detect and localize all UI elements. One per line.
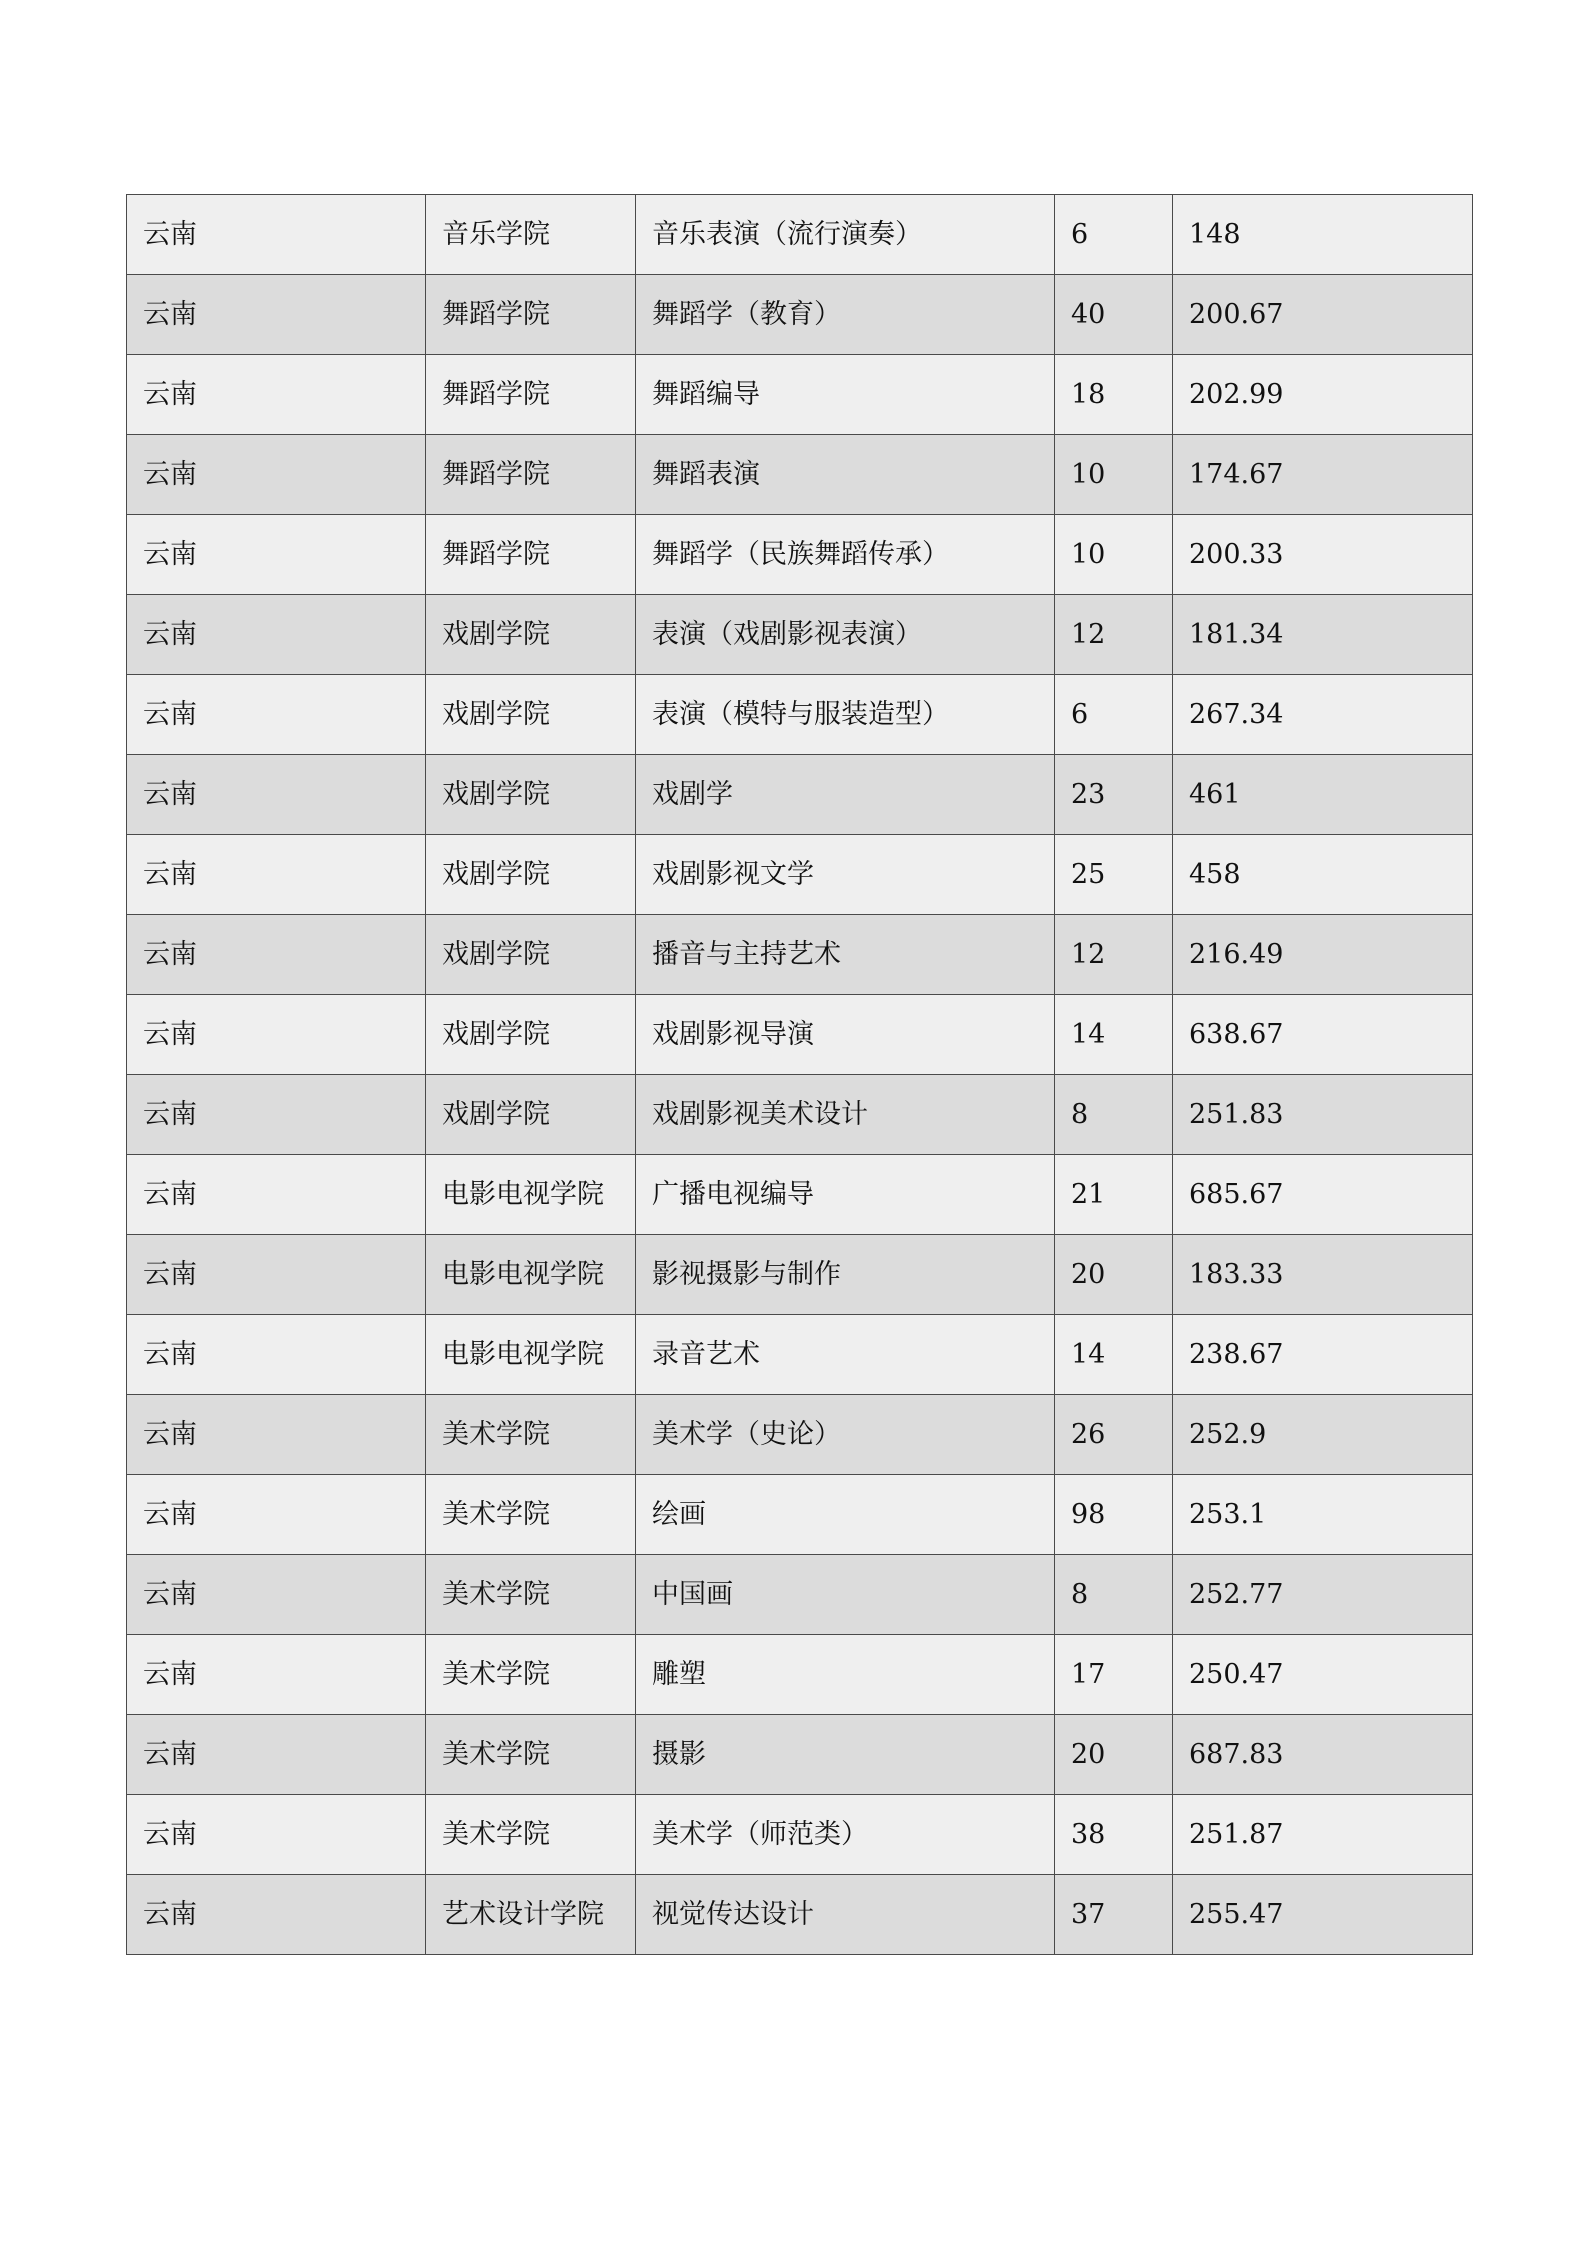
college-cell: 舞蹈学院 bbox=[426, 355, 636, 435]
major-cell: 舞蹈学（教育） bbox=[636, 275, 1055, 355]
count-cell: 20 bbox=[1055, 1715, 1173, 1795]
count-cell: 40 bbox=[1055, 275, 1173, 355]
major-cell: 播音与主持艺术 bbox=[636, 915, 1055, 995]
major-cell: 影视摄影与制作 bbox=[636, 1235, 1055, 1315]
table-row bbox=[127, 1875, 1473, 1955]
count-cell: 10 bbox=[1055, 515, 1173, 595]
province-cell: 云南 bbox=[127, 1075, 426, 1155]
table-row bbox=[127, 835, 1473, 915]
province-cell: 云南 bbox=[127, 195, 426, 275]
admission-score-table bbox=[126, 194, 1473, 1955]
table-row bbox=[127, 915, 1473, 995]
college-cell: 电影电视学院 bbox=[426, 1315, 636, 1395]
table-row bbox=[127, 1075, 1473, 1155]
score-cell: 252.9 bbox=[1173, 1395, 1473, 1475]
count-cell: 6 bbox=[1055, 195, 1173, 275]
college-cell: 戏剧学院 bbox=[426, 915, 636, 995]
college-cell: 舞蹈学院 bbox=[426, 275, 636, 355]
major-cell: 舞蹈表演 bbox=[636, 435, 1055, 515]
table-row bbox=[127, 995, 1473, 1075]
major-cell: 表演（戏剧影视表演） bbox=[636, 595, 1055, 675]
college-cell: 电影电视学院 bbox=[426, 1235, 636, 1315]
count-cell: 21 bbox=[1055, 1155, 1173, 1235]
count-cell: 12 bbox=[1055, 915, 1173, 995]
table-row bbox=[127, 275, 1473, 355]
college-cell: 戏剧学院 bbox=[426, 755, 636, 835]
score-cell: 267.34 bbox=[1173, 675, 1473, 755]
score-cell: 148 bbox=[1173, 195, 1473, 275]
college-cell: 艺术设计学院 bbox=[426, 1875, 636, 1955]
major-cell: 舞蹈学（民族舞蹈传承） bbox=[636, 515, 1055, 595]
count-cell: 14 bbox=[1055, 995, 1173, 1075]
college-cell: 电影电视学院 bbox=[426, 1155, 636, 1235]
college-cell: 美术学院 bbox=[426, 1715, 636, 1795]
table-row bbox=[127, 1155, 1473, 1235]
score-cell: 638.67 bbox=[1173, 995, 1473, 1075]
province-cell: 云南 bbox=[127, 355, 426, 435]
count-cell: 17 bbox=[1055, 1635, 1173, 1715]
major-cell: 中国画 bbox=[636, 1555, 1055, 1635]
count-cell: 6 bbox=[1055, 675, 1173, 755]
table-row bbox=[127, 595, 1473, 675]
score-cell: 216.49 bbox=[1173, 915, 1473, 995]
score-cell: 200.33 bbox=[1173, 515, 1473, 595]
table-row bbox=[127, 515, 1473, 595]
province-cell: 云南 bbox=[127, 1395, 426, 1475]
score-cell: 687.83 bbox=[1173, 1715, 1473, 1795]
province-cell: 云南 bbox=[127, 1715, 426, 1795]
college-cell: 戏剧学院 bbox=[426, 595, 636, 675]
college-cell: 美术学院 bbox=[426, 1795, 636, 1875]
major-cell: 舞蹈编导 bbox=[636, 355, 1055, 435]
count-cell: 10 bbox=[1055, 435, 1173, 515]
major-cell: 录音艺术 bbox=[636, 1315, 1055, 1395]
province-cell: 云南 bbox=[127, 1795, 426, 1875]
count-cell: 12 bbox=[1055, 595, 1173, 675]
major-cell: 戏剧影视文学 bbox=[636, 835, 1055, 915]
province-cell: 云南 bbox=[127, 1555, 426, 1635]
province-cell: 云南 bbox=[127, 675, 426, 755]
table-row bbox=[127, 675, 1473, 755]
province-cell: 云南 bbox=[127, 915, 426, 995]
table-row bbox=[127, 1715, 1473, 1795]
college-cell: 音乐学院 bbox=[426, 195, 636, 275]
score-cell: 250.47 bbox=[1173, 1635, 1473, 1715]
major-cell: 美术学（师范类） bbox=[636, 1795, 1055, 1875]
province-cell: 云南 bbox=[127, 835, 426, 915]
score-cell: 458 bbox=[1173, 835, 1473, 915]
college-cell: 戏剧学院 bbox=[426, 995, 636, 1075]
province-cell: 云南 bbox=[127, 1875, 426, 1955]
score-cell: 461 bbox=[1173, 755, 1473, 835]
count-cell: 26 bbox=[1055, 1395, 1173, 1475]
count-cell: 14 bbox=[1055, 1315, 1173, 1395]
count-cell: 23 bbox=[1055, 755, 1173, 835]
score-cell: 251.83 bbox=[1173, 1075, 1473, 1155]
count-cell: 18 bbox=[1055, 355, 1173, 435]
table-row bbox=[127, 1235, 1473, 1315]
major-cell: 视觉传达设计 bbox=[636, 1875, 1055, 1955]
score-cell: 238.67 bbox=[1173, 1315, 1473, 1395]
province-cell: 云南 bbox=[127, 995, 426, 1075]
major-cell: 戏剧影视美术设计 bbox=[636, 1075, 1055, 1155]
major-cell: 戏剧学 bbox=[636, 755, 1055, 835]
major-cell: 广播电视编导 bbox=[636, 1155, 1055, 1235]
college-cell: 美术学院 bbox=[426, 1635, 636, 1715]
table-row bbox=[127, 1555, 1473, 1635]
count-cell: 8 bbox=[1055, 1075, 1173, 1155]
score-cell: 181.34 bbox=[1173, 595, 1473, 675]
score-cell: 685.67 bbox=[1173, 1155, 1473, 1235]
province-cell: 云南 bbox=[127, 1315, 426, 1395]
province-cell: 云南 bbox=[127, 1635, 426, 1715]
count-cell: 8 bbox=[1055, 1555, 1173, 1635]
college-cell: 美术学院 bbox=[426, 1395, 636, 1475]
table-row bbox=[127, 195, 1473, 275]
score-cell: 255.47 bbox=[1173, 1875, 1473, 1955]
province-cell: 云南 bbox=[127, 275, 426, 355]
count-cell: 25 bbox=[1055, 835, 1173, 915]
count-cell: 98 bbox=[1055, 1475, 1173, 1555]
table-row bbox=[127, 1315, 1473, 1395]
major-cell: 美术学（史论） bbox=[636, 1395, 1055, 1475]
major-cell: 摄影 bbox=[636, 1715, 1055, 1795]
province-cell: 云南 bbox=[127, 515, 426, 595]
table-row bbox=[127, 1795, 1473, 1875]
province-cell: 云南 bbox=[127, 435, 426, 515]
province-cell: 云南 bbox=[127, 595, 426, 675]
province-cell: 云南 bbox=[127, 1155, 426, 1235]
table-row bbox=[127, 1475, 1473, 1555]
score-cell: 253.1 bbox=[1173, 1475, 1473, 1555]
count-cell: 38 bbox=[1055, 1795, 1173, 1875]
college-cell: 戏剧学院 bbox=[426, 1075, 636, 1155]
province-cell: 云南 bbox=[127, 1235, 426, 1315]
table-row bbox=[127, 435, 1473, 515]
score-cell: 200.67 bbox=[1173, 275, 1473, 355]
score-cell: 252.77 bbox=[1173, 1555, 1473, 1635]
score-cell: 174.67 bbox=[1173, 435, 1473, 515]
score-cell: 202.99 bbox=[1173, 355, 1473, 435]
table-row bbox=[127, 1635, 1473, 1715]
college-cell: 美术学院 bbox=[426, 1475, 636, 1555]
table-row bbox=[127, 755, 1473, 835]
province-cell: 云南 bbox=[127, 755, 426, 835]
college-cell: 舞蹈学院 bbox=[426, 435, 636, 515]
score-cell: 183.33 bbox=[1173, 1235, 1473, 1315]
province-cell: 云南 bbox=[127, 1475, 426, 1555]
count-cell: 20 bbox=[1055, 1235, 1173, 1315]
score-cell: 251.87 bbox=[1173, 1795, 1473, 1875]
table-body bbox=[127, 195, 1473, 1955]
major-cell: 音乐表演（流行演奏） bbox=[636, 195, 1055, 275]
major-cell: 绘画 bbox=[636, 1475, 1055, 1555]
major-cell: 表演（模特与服装造型） bbox=[636, 675, 1055, 755]
table-row bbox=[127, 1395, 1473, 1475]
table-row bbox=[127, 355, 1473, 435]
college-cell: 戏剧学院 bbox=[426, 835, 636, 915]
major-cell: 戏剧影视导演 bbox=[636, 995, 1055, 1075]
major-cell: 雕塑 bbox=[636, 1635, 1055, 1715]
college-cell: 美术学院 bbox=[426, 1555, 636, 1635]
college-cell: 戏剧学院 bbox=[426, 675, 636, 755]
college-cell: 舞蹈学院 bbox=[426, 515, 636, 595]
count-cell: 37 bbox=[1055, 1875, 1173, 1955]
